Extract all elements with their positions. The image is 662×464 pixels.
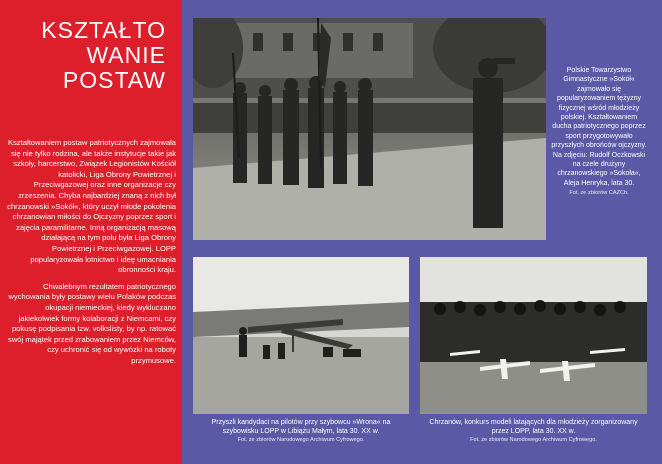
models-caption-text: Chrzanów, konkurs modeli latających dla młodzieży zorganizowany przez LOPP, lata 30. XX w. xyxy=(429,419,638,435)
page-title xyxy=(6,18,166,93)
parade-caption-text: Polskie Towarzystwo Gimnastyczne »Sokół« zajmowało się popularyzowaniem tężyzny fizycznej wśród młodzieży polskiej. Kształtowaniem ducha patriotycznego poprzez sport przygotowywało przyszłych obrońców ojczyzny. Na zdjęciu: Rudolf Oczkowski na czele drużyny chrzanowskiego »Sokoła«, Aleja Henryka, lata 30. xyxy=(551,67,647,187)
models-caption-source: Fot. ze zbiorów Narodowego Archiwum Cyfrowego. xyxy=(470,437,597,443)
parade-caption-source: Fot. ze zbiorów CAZCh. xyxy=(569,190,629,197)
title-line-2: WANIE xyxy=(86,42,166,68)
parade-caption xyxy=(551,66,647,197)
glider-caption-source: Fot. ze zbiorów Narodowego Archiwum Cyfrowego. xyxy=(237,437,365,443)
parade-photo xyxy=(193,18,546,240)
glider-photo xyxy=(193,257,409,414)
model-planes-photo xyxy=(420,257,647,414)
glider-caption xyxy=(193,418,409,444)
glider-caption-text: Przyszli kandydaci na pilotów przy szybowcu »Wrona« na szybowisku LOPP w Libiążu Małym, lata 30. XX w. xyxy=(211,419,391,435)
intro-paragraph-2: Chwalebnym rezultatem patriotycznego wychowania były postawy wielu Polaków podczas okupacji niemieckiej, kiedy wykluczano jakiekolwiek formy kolaboracji z Niemcami, czy pokusę podpisania tzw. volkslisty, by np. ratować swój majątek przed zrabowaniem przez Niemców, czy uchronić się od wywózki na roboty przymusowe. xyxy=(8,281,176,365)
title-line-3: POSTAW xyxy=(62,67,166,93)
models-caption xyxy=(420,418,647,444)
title-line-1: KSZTAŁTO xyxy=(41,17,166,43)
intro-text xyxy=(6,138,176,372)
intro-paragraph-1: Kształtowaniem postaw patriotycznych zajmowała się nie tylko rodzina, ale także instytucje takie jak szkoły, harcerstwo, Związek Legionistów Kościół katolicki, Liga Obrony Powietrznej i Przeciwgazowej oraz inne organizacje czy zrzeszenia. Chyba najbardziej znaną z nich był chrzanowski »Sokół«, który uczył młode pokolenia chrzanowian miłości do Ojczyzny poprzez sport i zajęcia paramilitarne. Inną organizacją masową działającą na tym polu była Liga Obrony Powietrznej i Przeciwgazowej. LOPP popularyzowała lotnictwo i ideę umacniania obronności kraju. xyxy=(7,138,176,275)
red-text-panel xyxy=(0,0,182,464)
